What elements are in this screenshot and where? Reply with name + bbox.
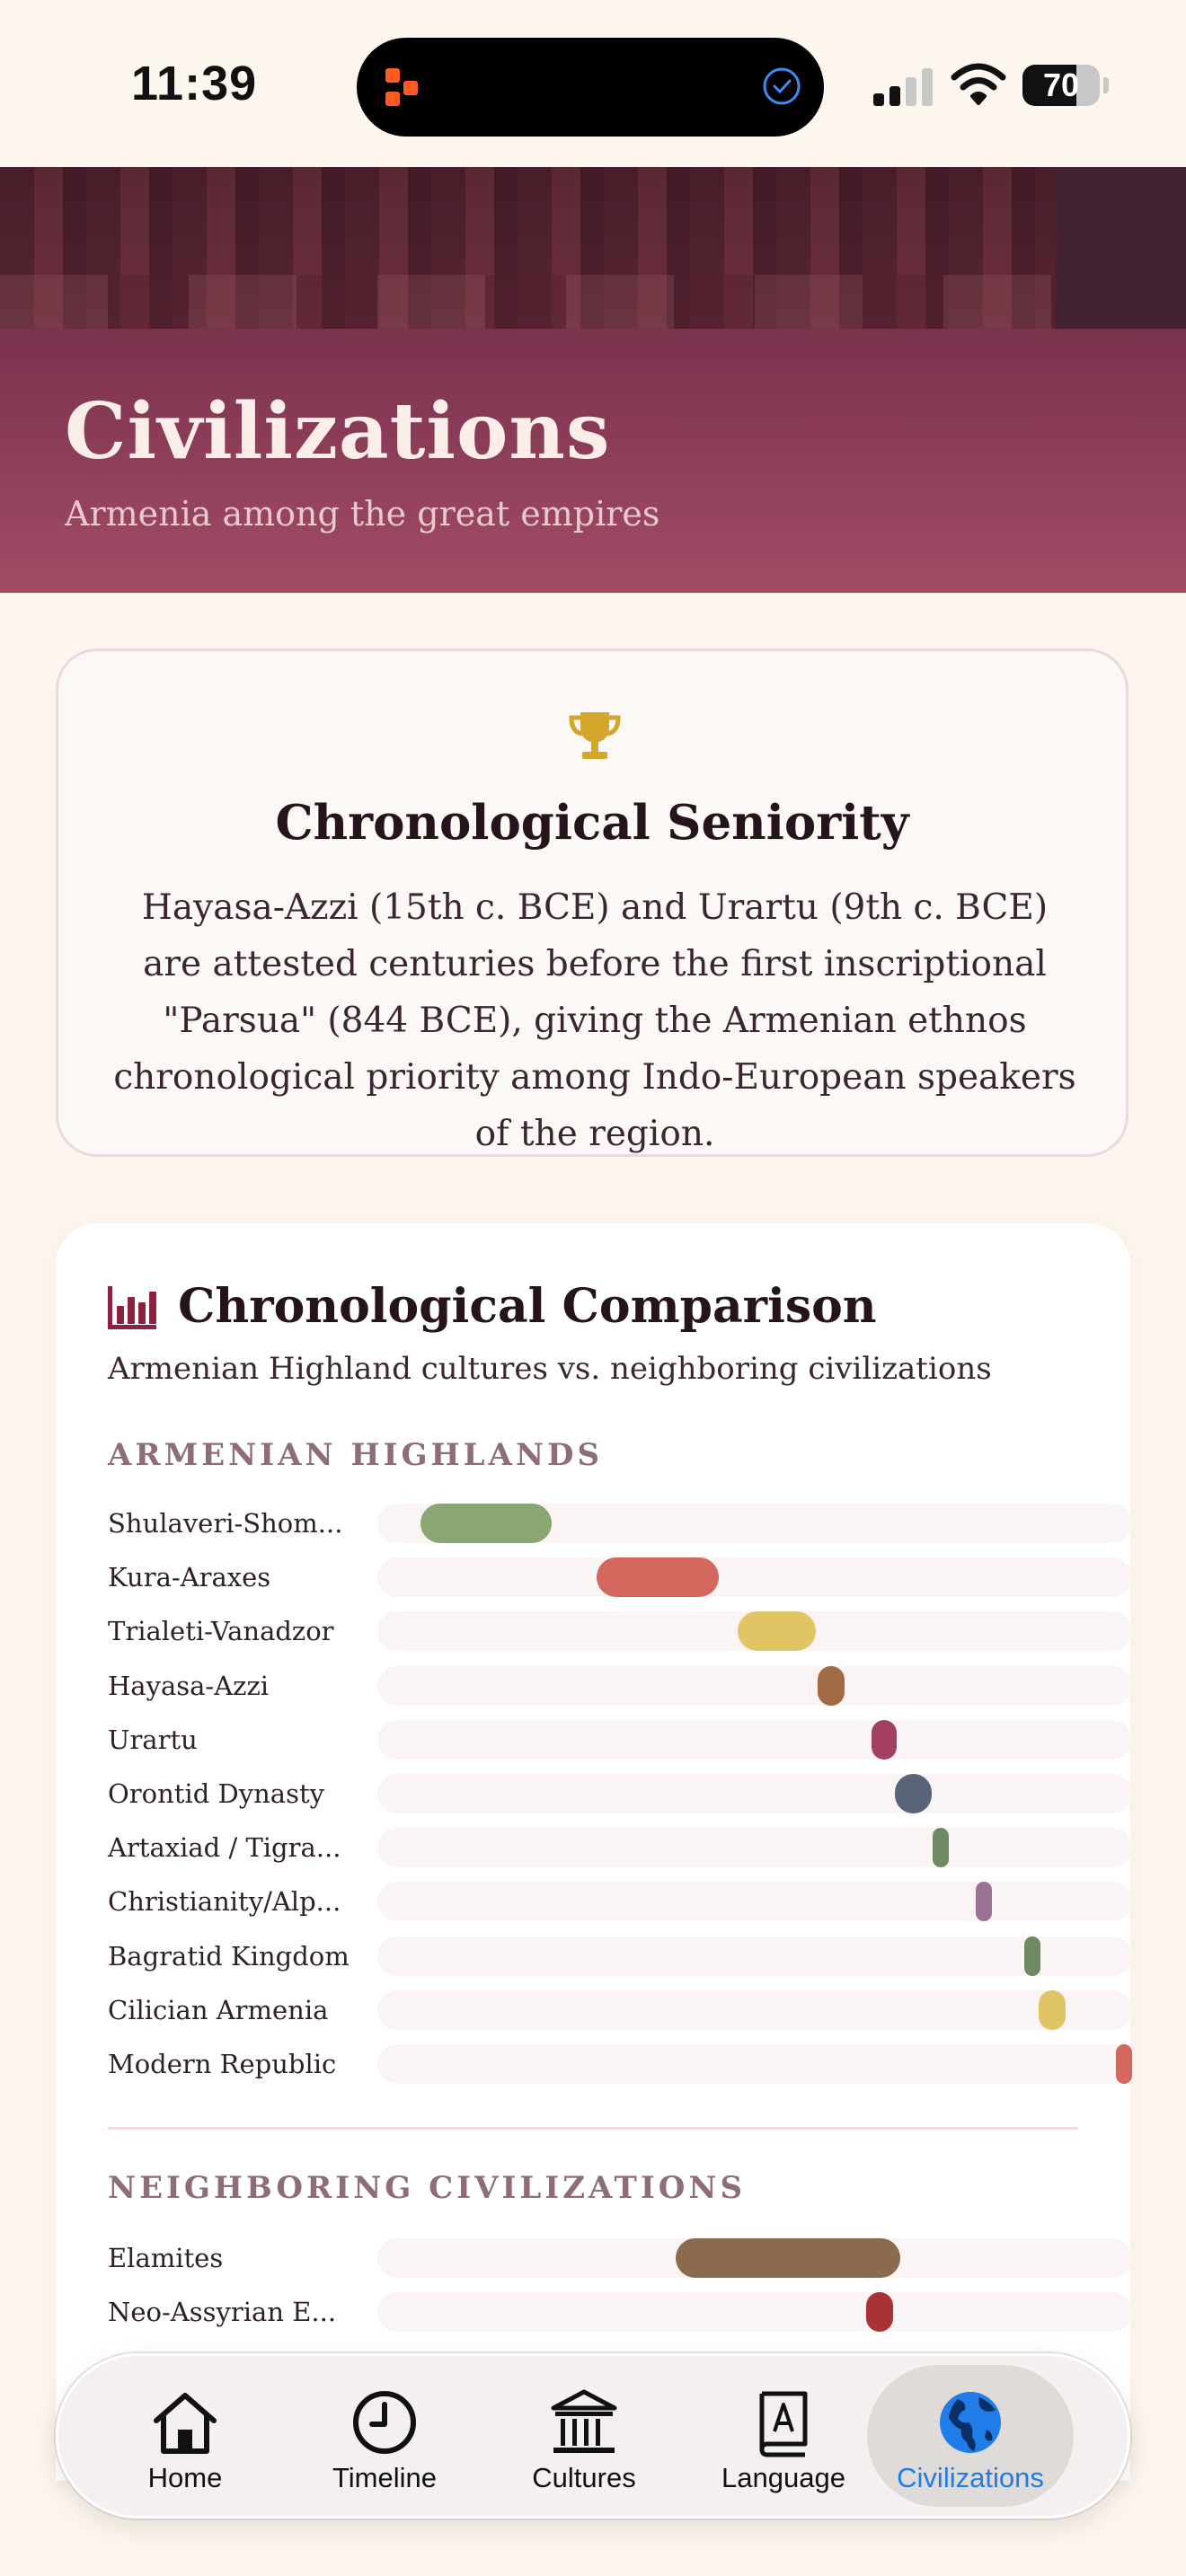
seniority-body: Hayasa-Azzi (15th c. BCE) and Urartu (9th c. BCE) are attested centuries before the first inscriptional "Parsua" (844 BCE), giving the Armenian ethnos chronological priority among Indo-European speakers of the region.: [113, 887, 1076, 1154]
timeline-row-name: Urartu: [108, 1724, 198, 1755]
comparison-title: Chronological Comparison: [178, 1279, 877, 1334]
timeline-row[interactable]: [108, 2044, 1078, 2084]
status-time: 11:39: [131, 57, 258, 110]
timeline-track: [377, 1557, 1132, 1597]
timeline-row-name: Hayasa-Azzi: [108, 1670, 269, 1701]
timeline-row[interactable]: [108, 1720, 1078, 1760]
timeline-row[interactable]: [108, 1666, 1078, 1706]
timeline-track: [377, 1774, 1132, 1813]
timeline-bar[interactable]: [1039, 1990, 1066, 2030]
timeline-row[interactable]: [108, 1774, 1078, 1813]
timeline-bar[interactable]: [597, 1557, 718, 1597]
timeline-row-name: Modern Republic: [108, 2049, 337, 2079]
tab-cultures[interactable]: [481, 2356, 687, 2516]
timeline-bar[interactable]: [872, 1720, 897, 1760]
timeline-row-name: Shulaveri-Shom...: [108, 1508, 343, 1539]
timeline-bar[interactable]: [676, 2238, 900, 2278]
timeline-row[interactable]: [108, 1936, 1078, 1976]
timeline-row[interactable]: [108, 1557, 1078, 1597]
timeline-bar[interactable]: [420, 1504, 552, 1543]
trophy-icon: [566, 707, 624, 764]
timeline-bar[interactable]: [895, 1774, 932, 1813]
battery-indicator: [1022, 65, 1109, 106]
timeline-track: [377, 1504, 1132, 1543]
timeline-bar[interactable]: [976, 1882, 992, 1921]
house-icon: [147, 2385, 223, 2460]
timeline-track: [377, 1828, 1132, 1867]
timeline-row[interactable]: [108, 1828, 1078, 1867]
timeline-track: [377, 1720, 1132, 1760]
tab-home[interactable]: [82, 2356, 288, 2516]
clock-icon: [347, 2385, 422, 2460]
tab-language[interactable]: [680, 2356, 887, 2516]
timeline-track: [377, 1611, 1132, 1651]
hero-banner: [0, 167, 1186, 593]
timeline-row-name: Orontid Dynasty: [108, 1778, 325, 1809]
timeline-row[interactable]: [108, 1990, 1078, 2030]
timeline-bar[interactable]: [738, 1611, 816, 1651]
timeline-row[interactable]: [108, 1504, 1078, 1543]
section-label: NEIGHBORING CIVILIZATIONS: [108, 2170, 747, 2206]
timeline-row-name: Neo-Assyrian E...: [108, 2297, 337, 2328]
timeline-row-name: Trialeti-Vanadzor: [108, 1616, 334, 1647]
timeline-track: [377, 2292, 1132, 2332]
columns-icon: [546, 2385, 622, 2460]
timeline-bar[interactable]: [1024, 1936, 1040, 1976]
ruins-image: [0, 167, 1056, 329]
timeline-row-name: Christianity/Alp...: [108, 1886, 341, 1918]
tab-cultures-label: Cultures: [532, 2462, 636, 2493]
seniority-card: [56, 648, 1128, 1157]
timeline-track: [377, 2044, 1132, 2084]
tab-civilizations-label: Civilizations: [897, 2462, 1044, 2493]
timeline-track: [377, 1666, 1132, 1706]
timeline-row-name: Elamites: [108, 2243, 224, 2273]
timeline-row[interactable]: [108, 1611, 1078, 1651]
timeline-track: [377, 2238, 1132, 2278]
tab-timeline-label: Timeline: [332, 2462, 437, 2493]
app-activity-icon: [384, 65, 429, 110]
section-label: ARMENIAN HIGHLANDS: [108, 1437, 604, 1473]
battery-percent: 70: [1042, 66, 1080, 103]
tab-language-label: Language: [721, 2462, 845, 2493]
comparison-card: [56, 1223, 1130, 2481]
timeline-row[interactable]: [108, 2238, 1078, 2278]
tab-home-label: Home: [147, 2462, 223, 2493]
section-divider: [108, 2127, 1078, 2130]
bottom-tab-bar: [56, 2353, 1130, 2519]
timeline-row[interactable]: [108, 2292, 1078, 2332]
globe-icon: [933, 2385, 1008, 2460]
page-subtitle: Armenia among the great empires: [65, 494, 660, 534]
timeline-bar[interactable]: [818, 1666, 845, 1706]
check-circle-icon: [761, 66, 802, 107]
status-bar: [0, 0, 1186, 167]
tab-timeline[interactable]: [281, 2356, 488, 2516]
timeline-row-name: Bagratid Kingdom: [108, 1940, 350, 1972]
timeline-track: [377, 1990, 1132, 2030]
cellular-signal-icon: [872, 68, 936, 106]
timeline-bar[interactable]: [866, 2292, 892, 2332]
timeline-row-name: Kura-Araxes: [108, 1562, 271, 1593]
dynamic-island: [357, 38, 824, 137]
timeline-track: [377, 1936, 1132, 1976]
timeline-track: [377, 1882, 1132, 1921]
timeline-row[interactable]: [108, 1882, 1078, 1921]
bar-chart-icon: [108, 1286, 156, 1329]
timeline-row-name: Cilician Armenia: [108, 1994, 329, 2025]
book-icon: [746, 2385, 821, 2460]
wifi-icon: [951, 63, 1006, 106]
timeline-bar[interactable]: [1116, 2044, 1132, 2084]
page-title: Civilizations: [65, 386, 611, 477]
seniority-title: Chronological Seniority: [275, 795, 909, 851]
timeline-row-name: Artaxiad / Tigra...: [108, 1832, 341, 1864]
comparison-subtitle: Armenian Highland cultures vs. neighboring civilizations: [108, 1351, 992, 1387]
tab-civilizations[interactable]: [867, 2365, 1074, 2507]
timeline-bar[interactable]: [933, 1828, 949, 1867]
